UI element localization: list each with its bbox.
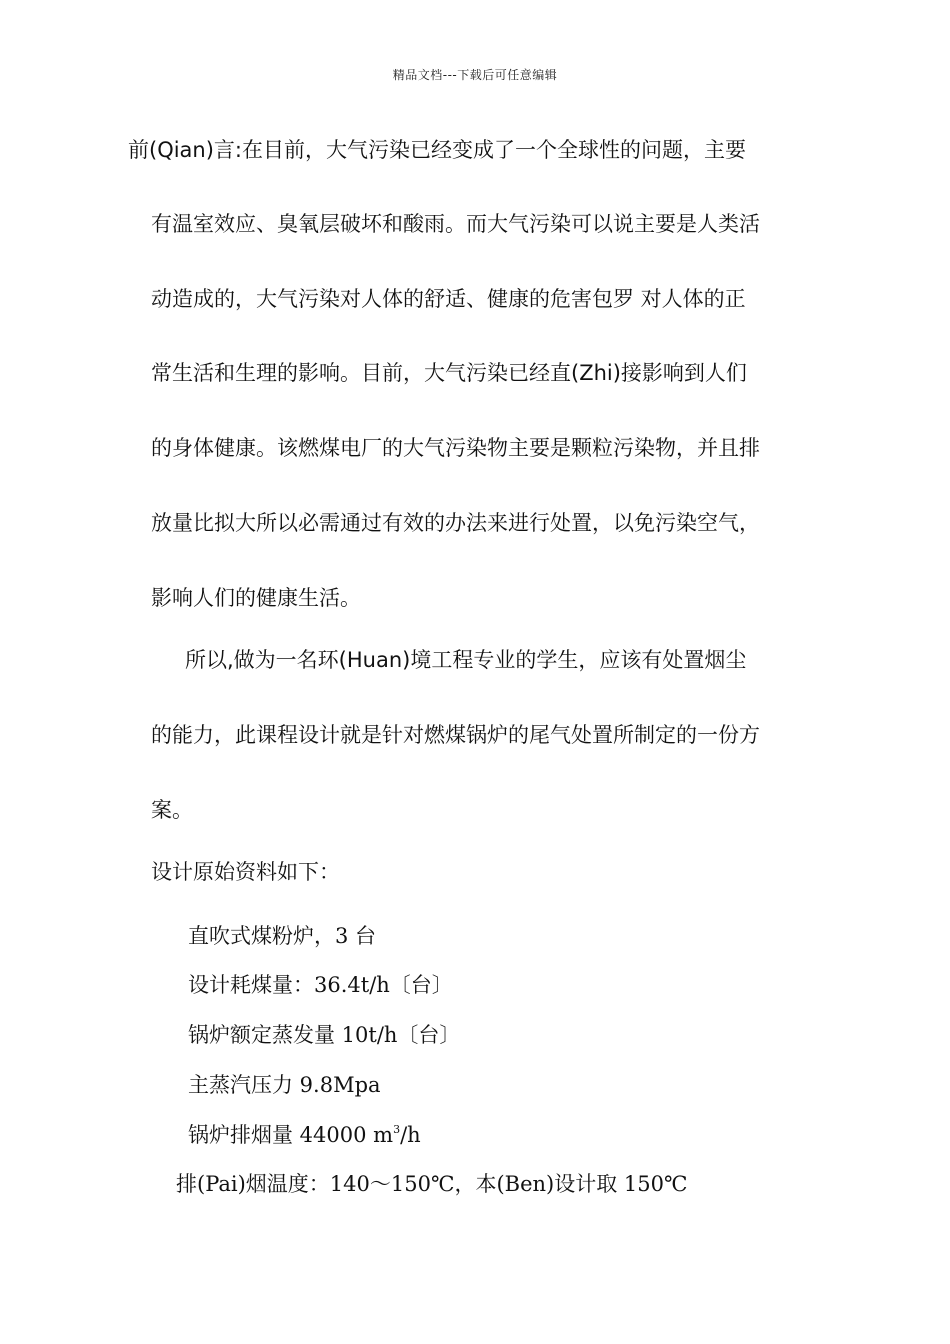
- design-item-exhaust-temperature: 排(Pai)烟温度：140～150℃，本(Ben)设计取 150℃: [176, 1172, 688, 1196]
- flue-gas-superscript: 3: [393, 1123, 401, 1136]
- intro-line-5: 的身体健康。该燃煤电厂的大气污染物主要是颗粒污染物，并且排: [151, 436, 760, 460]
- intro-line-7: 影响人们的健康生活。: [151, 586, 361, 610]
- design-item-coal-consumption: 设计耗煤量：36.4t/h〔台〕: [188, 973, 453, 997]
- intro-line-2: 有温室效应、臭氧层破坏和酸雨。而大气污染可以说主要是人类活: [151, 212, 760, 236]
- intro-line-6: 放量比拟大所以必需通过有效的办法来进行处置，以免污染空气，: [151, 511, 760, 535]
- purpose-line-2: 的能力，此课程设计就是针对燃煤锅炉的尾气处置所制定的一份方: [151, 723, 760, 747]
- design-item-boiler-count: 直吹式煤粉炉，3 台: [188, 924, 377, 948]
- design-item-flue-gas-volume: [188, 1121, 421, 1149]
- intro-line-3: 动造成的，大气污染对人体的舒适、健康的危害包罗 对人体的正: [151, 287, 746, 311]
- intro-line-1: 前(Qian)言:在目前，大气污染已经变成了一个全球性的问题，主要: [128, 138, 747, 162]
- flue-gas-prefix: 锅炉排烟量 44000 m: [188, 1123, 394, 1147]
- page-header: 精品文档---下载后可任意编辑: [392, 68, 558, 82]
- design-heading: 设计原始资料如下：: [151, 860, 340, 884]
- design-item-evaporation: 锅炉额定蒸发量 10t/h〔台〕: [188, 1023, 461, 1047]
- purpose-line-3: 案。: [151, 798, 193, 822]
- intro-line-4: 常生活和生理的影响。目前，大气污染已经直(Zhi)接影响到人们: [151, 361, 747, 385]
- design-item-steam-pressure: 主蒸汽压力 9.8Mpa: [188, 1073, 381, 1097]
- flue-gas-suffix: /h: [400, 1123, 421, 1147]
- purpose-line-1: 所以,做为一名环(Huan)境工程专业的学生，应该有处置烟尘: [185, 648, 747, 672]
